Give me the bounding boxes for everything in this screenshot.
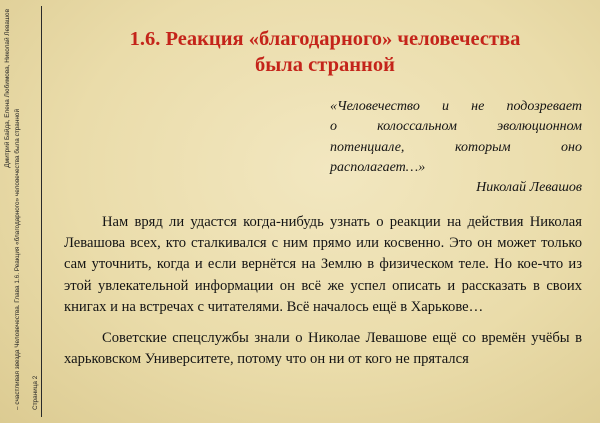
epigraph-author: Николай Левашов [476,180,582,196]
body-text [64,212,582,370]
chapter-title-line-2: была странной [255,54,395,76]
epigraph-line: располагает…» [330,159,426,175]
paragraph-1: Нам вряд ли удастся когда-нибудь узнать о реакции на действия Николая Левашова всех, кто сталкивался с ним прямо или косвенно. Это он может только сам уточнить, когда и если вернётся на Землю в физическом теле. Но кое-что из этой увлекательной информации он всё же успел описать и рассказать в своих книгах и на встречах с читателями. Всё началось ещё в Харькове… [64,214,582,315]
running-header [3,5,43,410]
page-number: Страница 2 [32,375,39,410]
epigraph-quote [330,97,582,178]
epigraph-line: о колоссальном эволюционном [330,119,582,135]
running-header-authors: Дмитрий Байда, Елена Любимова, Николай Левашов [4,9,11,168]
paragraph-2: Советские спецслужбы знали о Николае Левашове ещё со времён учёбы в харьковском Университете, потому что он ни от кого не прятался [64,330,582,368]
epigraph [330,97,582,198]
epigraph-line: «Человечество и не подозревает [330,99,582,114]
chapter-title-line-1: 1.6. Реакция «благодарного» человечества [129,28,521,50]
chapter-title [60,26,590,78]
epigraph-line: потенциале, которым оно [330,139,582,155]
running-header-chapter: – счастливая звезда Человечества. Глава 1.6. Реакция «благодарного» человечества была странной [14,108,21,410]
